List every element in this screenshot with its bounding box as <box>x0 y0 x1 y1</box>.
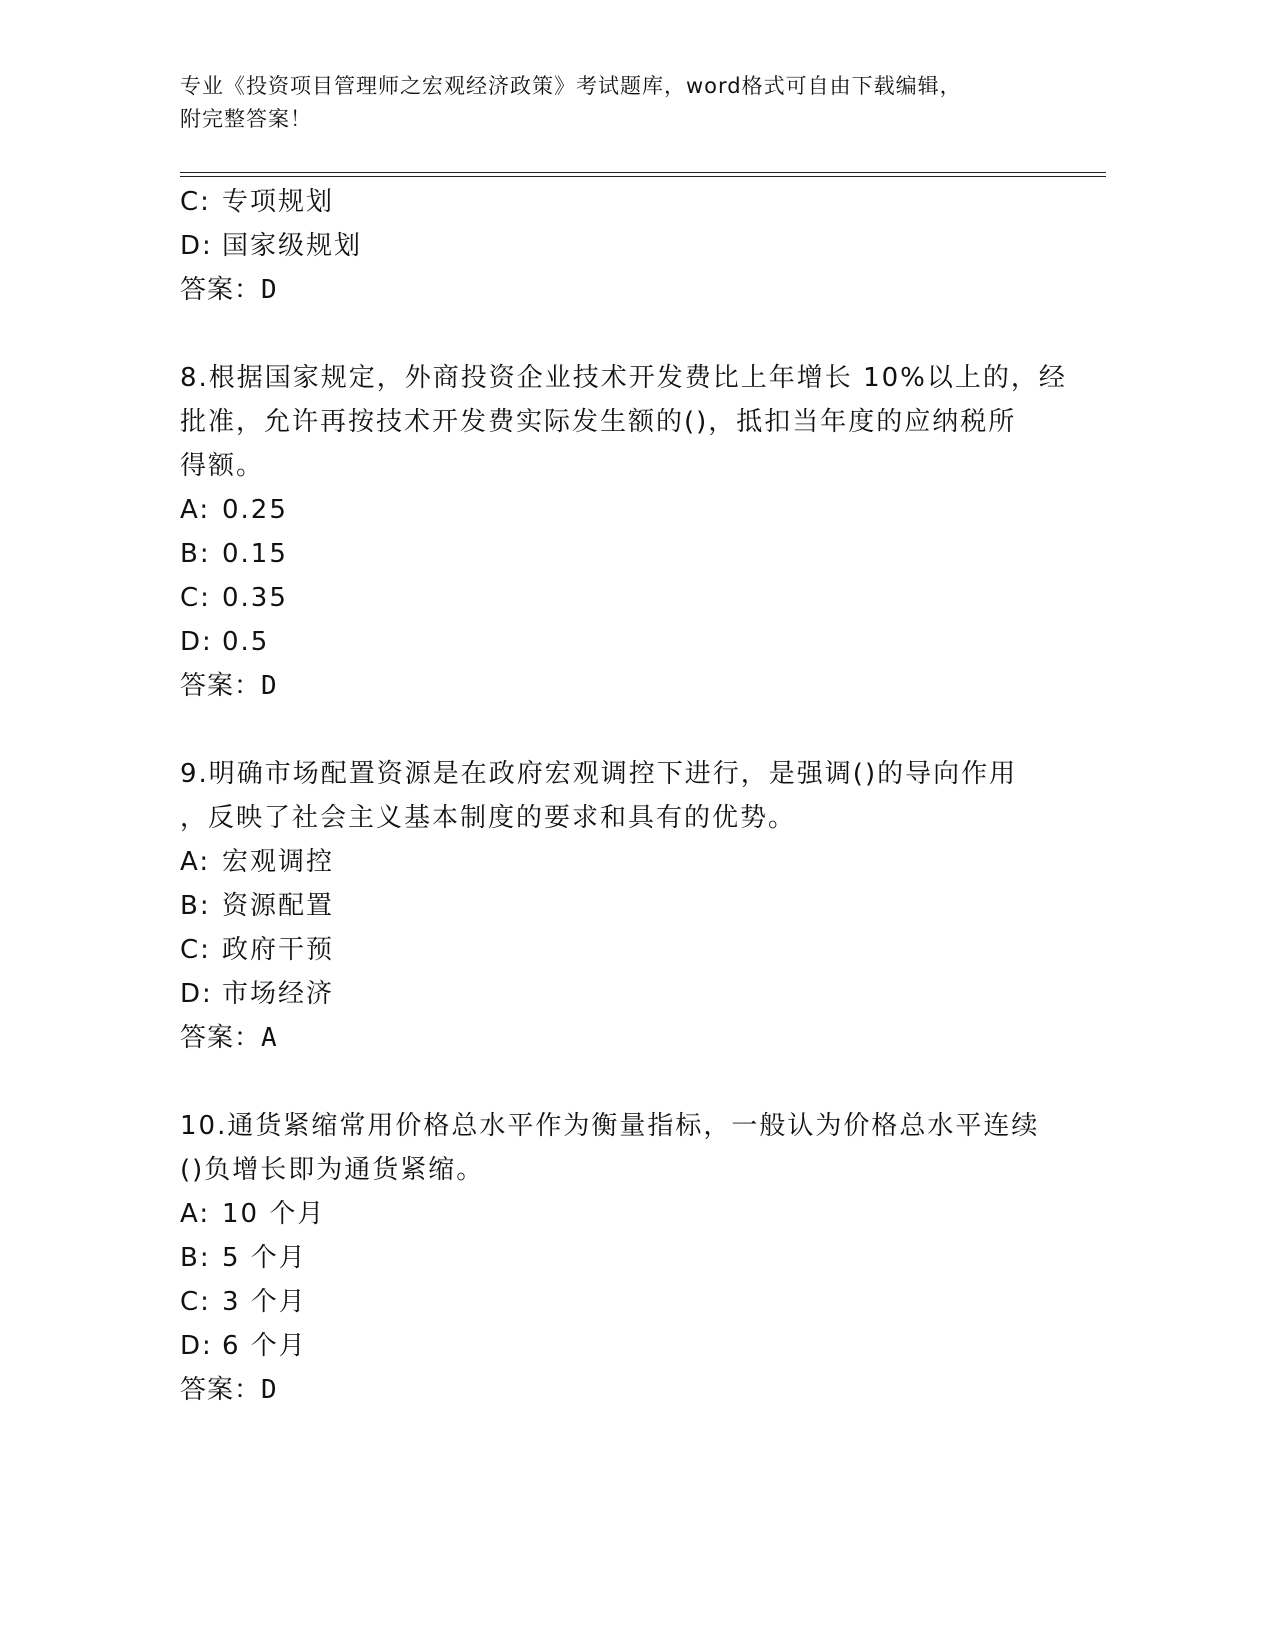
option-label: B: <box>180 891 211 921</box>
question-stem-line: 9.明确市场配置资源是在政府宏观调控下进行，是强调()的导向作用 <box>180 759 1018 789</box>
option-label: A: <box>180 1199 211 1229</box>
option-a <box>180 1192 1060 1236</box>
question-stem-line: 8.根据国家规定，外商投资企业技术开发费比上年增长 10%以上的，经 <box>180 363 1067 393</box>
option-text: 资源配置 <box>222 891 335 921</box>
option-c <box>180 928 1060 972</box>
option-label: A: <box>180 495 211 525</box>
page-header <box>180 70 1080 136</box>
option-b <box>180 532 1060 576</box>
option-label: D: <box>180 1331 213 1361</box>
option-text: 政府干预 <box>222 935 335 965</box>
spacer <box>180 708 1060 752</box>
option-label: C: <box>180 583 211 613</box>
option-text: 专项规划 <box>222 187 335 217</box>
option-text: 10 个月 <box>222 1199 326 1229</box>
option-text: 宏观调控 <box>222 847 335 877</box>
option-b <box>180 884 1060 928</box>
option-c <box>180 180 1060 224</box>
option-text: 5 个月 <box>222 1243 307 1273</box>
answer-line: 答案：D <box>180 1375 278 1405</box>
question-stem-line: ()负增长即为通货紧缩。 <box>180 1155 485 1185</box>
question-8 <box>180 356 1067 708</box>
answer-line: 答案：D <box>180 275 278 305</box>
header-divider <box>180 172 1106 177</box>
header-line-2: 附完整答案！ <box>180 107 312 131</box>
option-b <box>180 1236 1060 1280</box>
option-text: 0.25 <box>222 495 288 525</box>
question-stem-line: 10.通货紧缩常用价格总水平作为衡量指标，一般认为价格总水平连续 <box>180 1111 1040 1141</box>
option-label: D: <box>180 979 213 1009</box>
option-text: 3 个月 <box>222 1287 307 1317</box>
question-stem-line: ，反映了社会主义基本制度的要求和具有的优势。 <box>180 803 797 833</box>
spacer <box>180 1060 1060 1104</box>
option-text: 0.5 <box>222 627 270 657</box>
option-d <box>180 1324 1060 1368</box>
option-text: 国家级规划 <box>222 231 363 261</box>
option-d <box>180 224 1060 268</box>
option-a <box>180 840 1060 884</box>
header-line-1: 专业《投资项目管理师之宏观经济政策》考试题库，word格式可自由下载编辑， <box>180 74 962 98</box>
option-d <box>180 620 1060 664</box>
option-label: D: <box>180 231 213 261</box>
option-label: A: <box>180 847 211 877</box>
option-text: 市场经济 <box>222 979 335 1009</box>
option-label: D: <box>180 627 213 657</box>
option-a <box>180 488 1060 532</box>
option-label: C: <box>180 1287 211 1317</box>
answer-line: 答案：A <box>180 1023 278 1053</box>
option-label: C: <box>180 935 211 965</box>
option-label: C: <box>180 187 211 217</box>
option-c <box>180 576 1060 620</box>
question-9 <box>180 752 1060 1060</box>
option-label: B: <box>180 1243 211 1273</box>
answer-line: 答案：D <box>180 671 278 701</box>
option-text: 0.35 <box>222 583 288 613</box>
question-stem-line: 批准，允许再按技术开发费实际发生额的()，抵扣当年度的应纳税所 <box>180 407 1017 437</box>
question-content <box>180 180 1067 1412</box>
option-label: B: <box>180 539 211 569</box>
option-c <box>180 1280 1060 1324</box>
option-text: 6 个月 <box>222 1331 307 1361</box>
question-7-continuation <box>180 180 1060 312</box>
spacer <box>180 312 1060 356</box>
option-d <box>180 972 1060 1016</box>
option-text: 0.15 <box>222 539 288 569</box>
question-10 <box>180 1104 1060 1412</box>
question-stem-line: 得额。 <box>180 451 265 481</box>
